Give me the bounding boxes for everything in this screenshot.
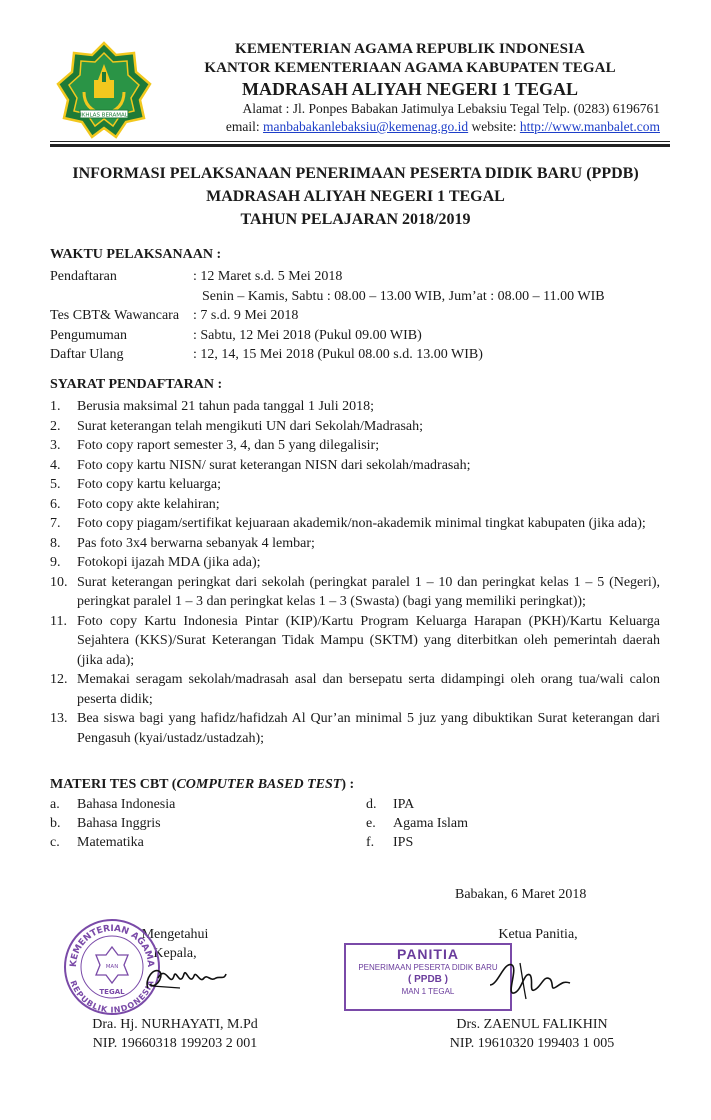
list-item: 1. Berusia maksimal 21 tahun pada tanggal 1 Juli 2018; [50, 399, 375, 414]
list-item: 3. Foto copy raport semester 3, 4, dan 5 yang dilegalisir; [50, 438, 380, 453]
place-date: Babakan, 6 Maret 2018 [455, 887, 587, 902]
schedule-row: Tes CBT& Wawancara : 7 s.d. 9 Mei 2018 [50, 308, 299, 323]
letterhead-school: MADRASAH ALIYAH NEGERI 1 TEGAL [241, 79, 579, 99]
schedule-list [50, 267, 670, 365]
kemenag-logo-icon [54, 40, 154, 140]
list-item: a. Bahasa Indonesia d. IPA [50, 797, 415, 812]
left-signatory [70, 1015, 280, 1053]
schedule-row: Pengumuman : Sabtu, 12 Mei 2018 (Pukul 09.00 WIB) [50, 327, 422, 343]
svg-text:REPUBLIK INDONESIA: REPUBLIK INDONESIA [68, 979, 156, 1015]
schedule-row: Daftar Ulang : 12, 14, 15 Mei 2018 (Pukul 08.00 s.d. 13.00 WIB) [50, 347, 483, 362]
list-item: 8. Pas foto 3x4 berwarna sebanyak 4 lembar; [50, 535, 315, 551]
list-item: c. Matematika f. IPS [50, 835, 414, 850]
header-rule-thick [50, 144, 670, 147]
schedule-row: Pendaftaran : 12 Maret s.d. 5 Mei 2018 [50, 269, 343, 284]
list-item: 11. Foto copy Kartu Indonesia Pintar (KIP)/Kartu Program Keluarga Harapan (PKH)/Kartu Keluarga Sejahtera (KKS)/Surat Keterangan Tidak Mampu (SKTM) yang diterbitkan oleh pemerintah daerah (jika ada); [50, 613, 660, 668]
right-signatory-role: Ketua Panitia, [498, 927, 578, 942]
letterhead-ministry: KEMENTERIAN AGAMA REPUBLIK INDONESIA [235, 41, 585, 57]
list-item: 9. Fotokopi ijazah MDA (jika ada); [50, 555, 261, 570]
section-heading-syarat: SYARAT PENDAFTARAN : [50, 377, 223, 392]
list-item: 7. Foto copy piagam/sertifikat kejuaraan akademik/non-akademik minimal tingkat kabupaten (jika ada); [50, 516, 646, 531]
svg-text:KEMENTERIAN AGAMA: KEMENTERIAN AGAMA [68, 923, 156, 968]
letterhead-contact: email: manbabakanlebaksiu@kemenag.go.id website: http://www.manbalet.com [225, 119, 660, 134]
email-link[interactable]: manbabakanlebaksiu@kemenag.go.id [263, 119, 469, 134]
section-heading-waktu: WAKTU PELAKSANAAN : [50, 247, 222, 262]
list-item: 6. Foto copy akte kelahiran; [50, 496, 220, 512]
header-rule-thin [50, 141, 670, 142]
list-item: 4. Foto copy kartu NISN/ surat keterangan NISN dari sekolah/madrasah; [50, 457, 471, 473]
list-item: 13. Bea siswa bagi yang hafidz/hafidzah Al Qur’an minimal 5 juz yang dibuktikan Surat keterangan dari Pengasuh (kyai/ustadz/ustadzah); [50, 711, 660, 746]
letterhead-address: Alamat : Jl. Ponpes Babakan Jatimulya Lebaksiu Tegal Telp. (0283) 6196761 [242, 101, 660, 116]
letterhead [160, 40, 660, 136]
left-signatory-role: Mengetahui Kepala, [141, 927, 209, 961]
right-signatory [432, 1015, 632, 1053]
letterhead-office: KANTOR KEMENTERIAAN AGAMA KABUPATEN TEGAL [204, 60, 616, 76]
right-signatory-name: Drs. ZAENUL FALIKHIN [456, 1017, 608, 1032]
list-item: 12. Memakai seragam sekolah/madrasah asal dan bersepatu serta didampingi oleh orang tua/wali calon peserta didik; [50, 672, 660, 707]
panitia-stamp: PANITIA PENERIMAAN PESERTA DIDIK BARU ( PPDB ) MAN 1 TEGAL [344, 943, 512, 1011]
right-signature-icon [484, 955, 574, 1003]
list-item: 2. Surat keterangan telah mengikuti UN dari Sekolah/Madrasah; [50, 418, 424, 434]
section-heading-materi: MATERI TES CBT (COMPUTER BASED TEST) : [50, 777, 355, 792]
svg-text:MAN: MAN [105, 964, 119, 970]
left-signature-icon [140, 958, 230, 998]
right-signatory-nip: NIP. 19610320 199403 1 005 [449, 1036, 615, 1051]
svg-text:IKHLAS BERAMAL: IKHLAS BERAMAL [80, 112, 128, 119]
left-signatory-nip: NIP. 19660318 199203 2 001 [92, 1036, 258, 1051]
materi-list [50, 795, 650, 852]
schedule-row: Senin – Kamis, Sabtu : 08.00 – 13.00 WIB, Jum’at : 08.00 – 11.00 WIB [202, 288, 605, 304]
svg-text:TEGAL: TEGAL [99, 988, 125, 996]
website-link[interactable]: http://www.manbalet.com [519, 119, 660, 134]
list-item: 5. Foto copy kartu keluarga; [50, 477, 221, 492]
requirements-list [50, 397, 660, 748]
list-item: 10. Surat keterangan peringkat dari sekolah (peringkat paralel 1 – 10 dan peringkat kelas 1 – 5 (Negeri), peringkat paralel 1 – 3 dan peringkat kelas 1 – 3 (Swasta) (bagi yang memiliki peringkat)); [50, 574, 660, 609]
document-title: INFORMASI PELAKSANAAN PENERIMAAN PESERTA DIDIK BARU (PPDB) MADRASAH ALIYAH NEGERI 1 TEGAL TAHUN PELAJARAN 2018/2019 [72, 165, 639, 228]
list-item: b. Bahasa Inggris e. Agama Islam [50, 816, 469, 831]
left-signatory-name: Dra. Hj. NURHAYATI, M.Pd [92, 1017, 258, 1032]
